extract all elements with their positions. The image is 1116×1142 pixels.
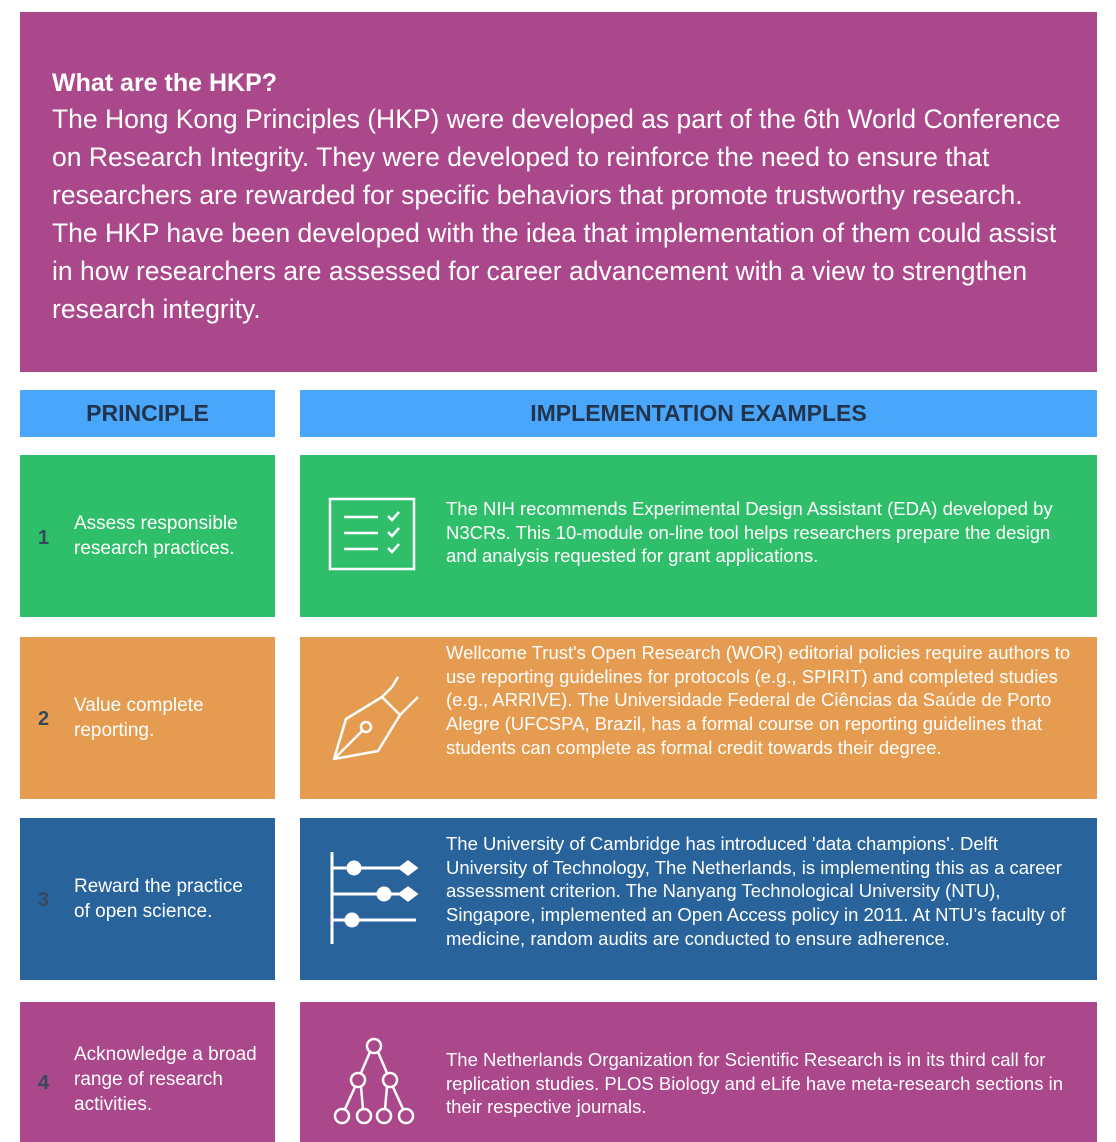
example-cell-3 — [300, 818, 1097, 980]
example-text: Wellcome Trust's Open Research (WOR) editorial policies require authors to use reporting guidelines for protocols (e.g., SPIRIT) and completed studies (e.g., ARRIVE). The Universidade Federal de Ciências da Saúde de Porto Alegre (UFCSPA, Brazil, has a formal course on reporting guidelines that students can complete as formal credit towards their degree. — [446, 642, 1071, 758]
pen-nib-icon — [328, 675, 420, 770]
principle-text: Reward the practice of open science. — [74, 876, 243, 922]
example-cell-4 — [300, 1002, 1097, 1142]
principle-text: Assess responsible research practices. — [74, 513, 238, 559]
principle-column-header: PRINCIPLE — [20, 390, 275, 437]
example-text: The University of Cambridge has introduced 'data champions'. Delft University of Technology, The Netherlands, is implementing this as a career assessment criterion. The Nanyang Technological University (NTU), Singapore, implemented an Open Access policy in 2011. At NTU’s faculty of medicine, random audits are conducted to ensure adherence. — [446, 833, 1066, 949]
principle-cell-1 — [20, 455, 275, 617]
principle-number: 1 — [38, 527, 50, 549]
principle-cell-2 — [20, 637, 275, 799]
intro-body: The Hong Kong Principles (HKP) were developed as part of the 6th World Conference on Research Integrity. They were developed to reinforce the need to ensure that researchers are rewarded for specific behaviors that promote trustworthy research. The HKP have been developed with the idea that implementation of them could assist in how researchers are assessed for career advancement with a view to strengthen research integrity. — [52, 104, 1061, 324]
network-tree-icon — [328, 1036, 420, 1131]
example-cell-2 — [300, 637, 1097, 799]
principle-number: 4 — [38, 1072, 50, 1094]
intro-title: What are the HKP? — [52, 69, 278, 97]
example-cell-1 — [300, 455, 1097, 617]
principle-cell-3 — [20, 818, 275, 980]
principle-text: Acknowledge a broad range of research activities. — [74, 1044, 257, 1115]
example-text: The Netherlands Organization for Scientific Research is in its third call for replication studies. PLOS Biology and eLife have meta-research sections in their respective journals. — [446, 1049, 1064, 1118]
principle-cell-4 — [20, 1002, 275, 1142]
implementation-column-header: IMPLEMENTATION EXAMPLES — [300, 390, 1097, 437]
example-text: The NIH recommends Experimental Design Assistant (EDA) developed by N3CRs. This 10-module on-line tool helps researchers prepare the design and analysis requested for grant applications. — [446, 498, 1053, 567]
principle-number: 2 — [38, 708, 50, 730]
principle-text: Value complete reporting. — [74, 695, 204, 741]
timeline-icon — [328, 850, 420, 951]
checklist-icon — [328, 497, 418, 576]
intro-panel — [20, 12, 1097, 372]
principle-number: 3 — [38, 889, 50, 911]
